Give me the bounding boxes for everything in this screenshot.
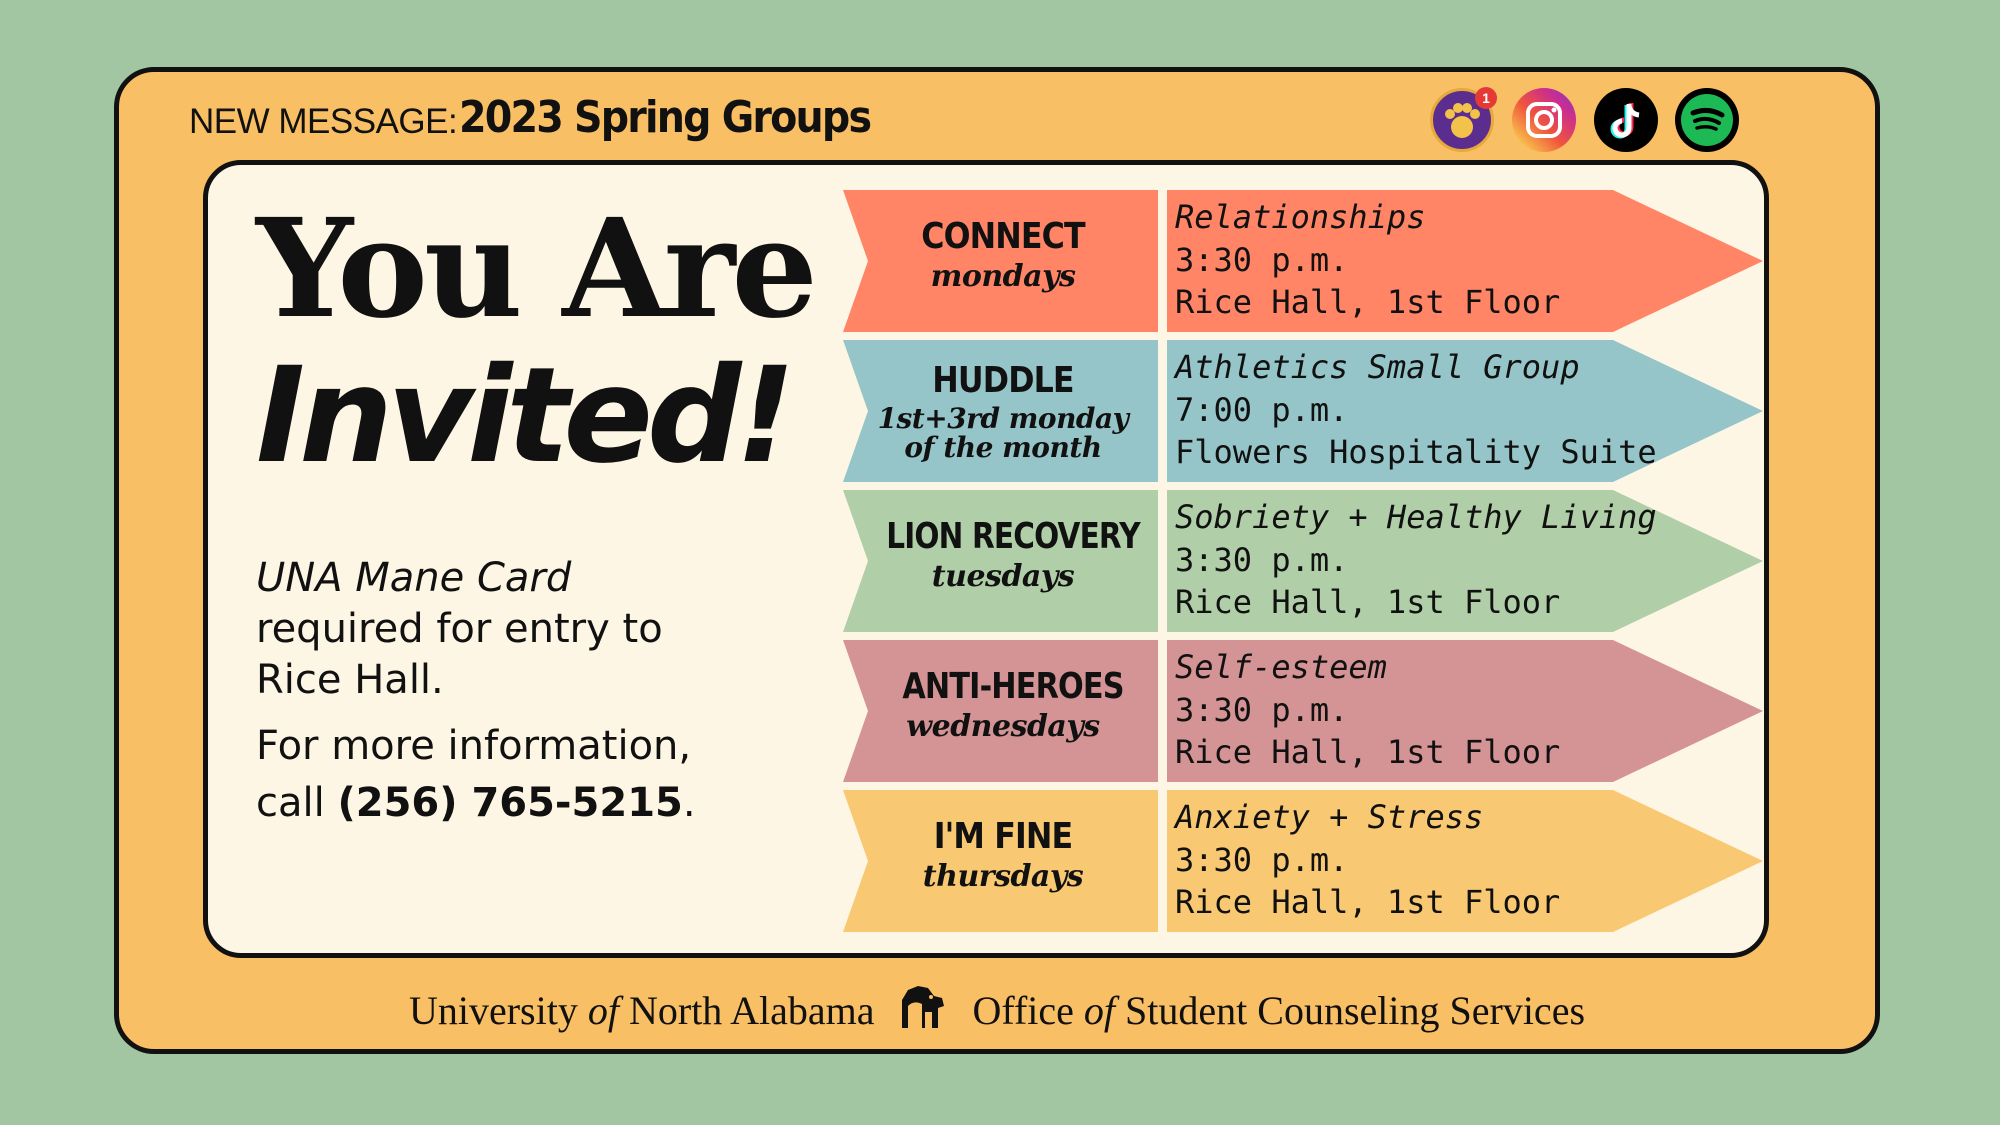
una-lion-paw-icon[interactable] xyxy=(1430,88,1494,152)
phone-number[interactable]: (256) 765-5215 xyxy=(337,780,683,826)
group-row-connect xyxy=(843,190,1763,332)
group-day: 1st+3rd monday of the month xyxy=(877,402,1129,464)
tiktok-icon[interactable] xyxy=(1594,88,1658,152)
group-topic: Anxiety + Stress xyxy=(1175,798,1484,836)
group-day: mondays xyxy=(930,259,1076,294)
entry-requirement-text: required for entry to Rice Hall. xyxy=(256,606,663,703)
entry-requirement xyxy=(256,553,676,706)
group-topic: Self-esteem xyxy=(1175,648,1387,686)
footer-office-word: Office xyxy=(972,988,1074,1033)
group-name: LION RECOVERY xyxy=(886,516,1140,557)
mane-card-label: UNA Mane Card xyxy=(256,555,572,601)
group-location: Rice Hall, 1st Floor xyxy=(1175,883,1561,921)
group-name: HUDDLE xyxy=(932,360,1074,401)
spotify-icon[interactable] xyxy=(1675,88,1739,152)
footer-of: of xyxy=(1083,988,1116,1033)
group-time: 3:30 p.m. xyxy=(1175,241,1349,279)
group-row-anti-heroes xyxy=(843,640,1763,782)
headline-line-1: You Are xyxy=(256,189,814,349)
footer-university-word: University xyxy=(408,988,578,1033)
group-schedule xyxy=(843,190,1763,935)
headline-line-2: Invited! xyxy=(256,339,790,493)
invitation-card xyxy=(203,160,1769,958)
group-topic: Athletics Small Group xyxy=(1175,348,1580,386)
group-time: 3:30 p.m. xyxy=(1175,691,1349,729)
group-row-huddle xyxy=(843,340,1763,482)
group-time: 3:30 p.m. xyxy=(1175,841,1349,879)
contact-info xyxy=(256,718,696,832)
group-location: Rice Hall, 1st Floor xyxy=(1175,583,1561,621)
footer-signature xyxy=(119,982,1875,1040)
contact-prefix: For more information, call xyxy=(256,723,692,826)
footer-of: of xyxy=(587,988,619,1033)
group-topic: Relationships xyxy=(1175,198,1426,236)
group-location: Rice Hall, 1st Floor xyxy=(1175,733,1561,771)
group-time: 7:00 p.m. xyxy=(1175,391,1349,429)
group-name: ANTI-HEROES xyxy=(902,666,1124,707)
group-topic: Sobriety + Healthy Living xyxy=(1175,498,1657,536)
footer-university-name: North Alabama xyxy=(628,988,875,1033)
group-name: I'M FINE xyxy=(933,816,1073,857)
group-name: CONNECT xyxy=(921,216,1085,257)
group-day: wednesdays xyxy=(906,709,1100,744)
group-day: thursdays xyxy=(922,859,1084,894)
group-row-im-fine xyxy=(843,790,1763,932)
group-location: Flowers Hospitality Suite xyxy=(1175,433,1657,471)
instagram-icon[interactable] xyxy=(1512,88,1576,152)
group-row-lion-recovery xyxy=(843,490,1763,632)
contact-suffix: . xyxy=(682,780,696,826)
lion-logo-icon xyxy=(898,982,948,1040)
group-location: Rice Hall, 1st Floor xyxy=(1175,283,1561,321)
message-title: 2023 Spring Groups xyxy=(459,92,871,143)
group-time: 3:30 p.m. xyxy=(1175,541,1349,579)
group-day: tuesdays xyxy=(931,559,1075,594)
new-message-label: NEW MESSAGE: xyxy=(189,102,458,141)
notification-badge: 1 xyxy=(1475,87,1497,109)
message-window xyxy=(114,67,1880,1054)
footer-office-name: Student Counseling Services xyxy=(1125,988,1586,1033)
